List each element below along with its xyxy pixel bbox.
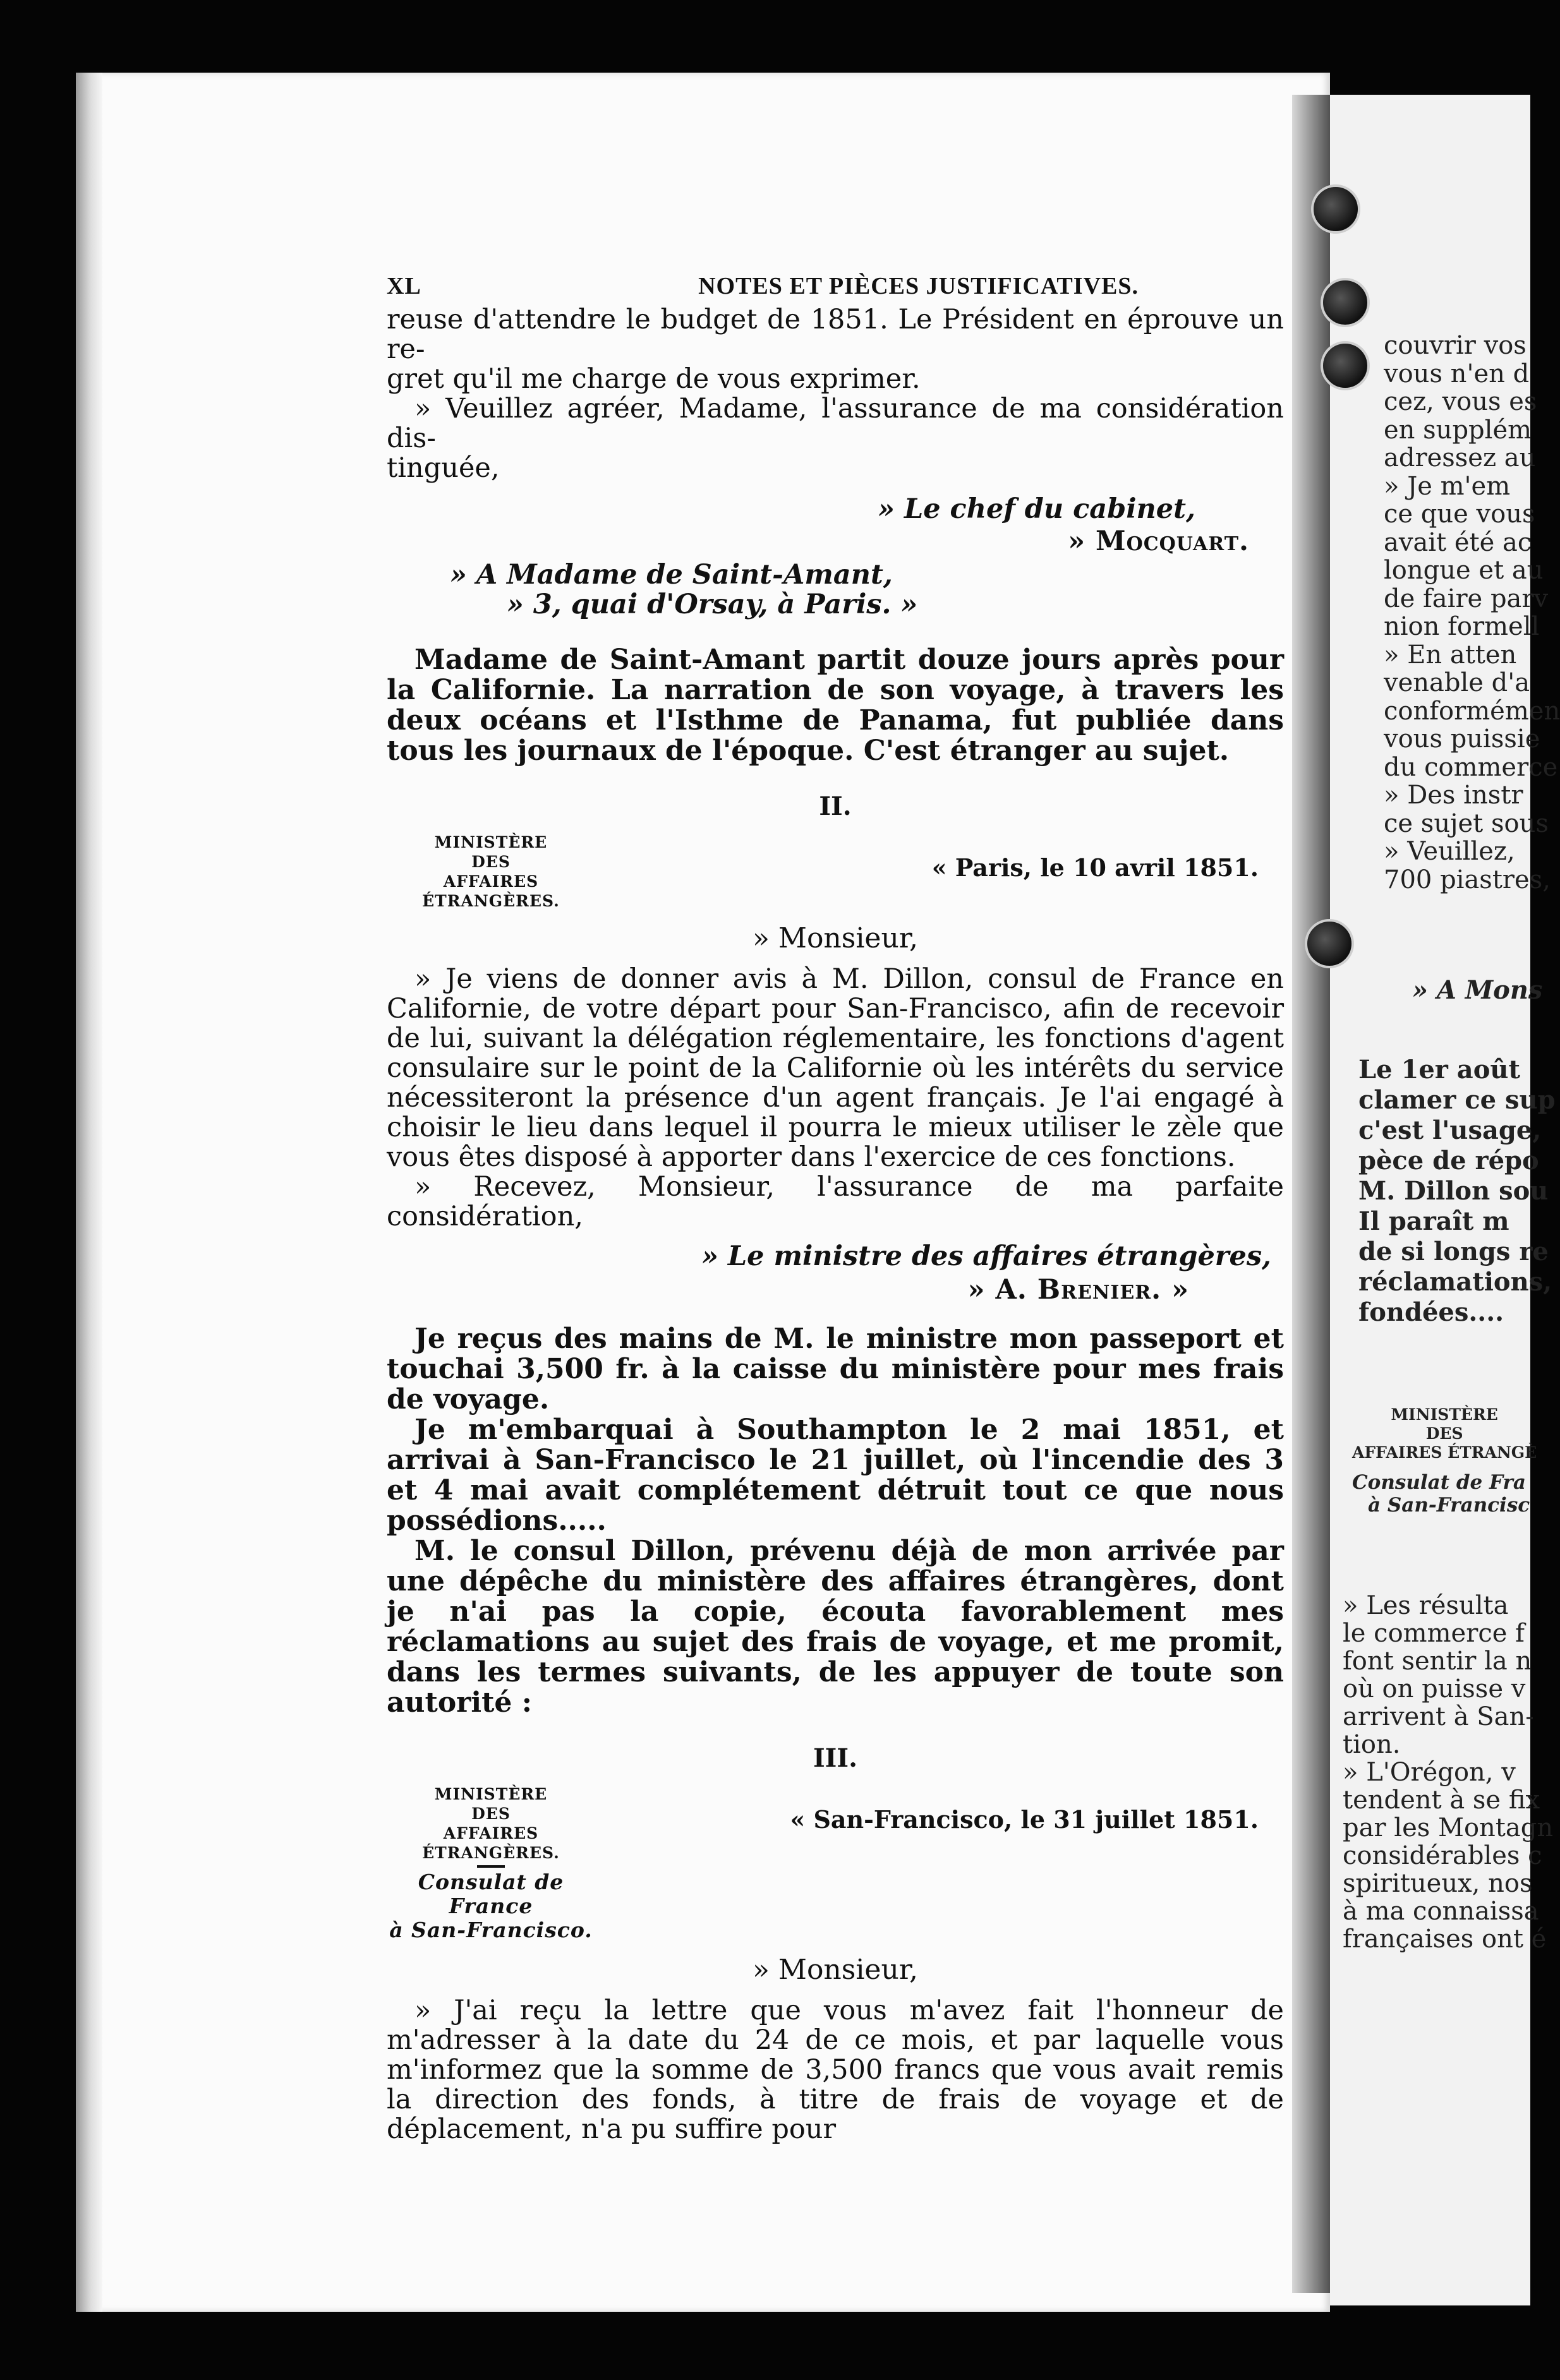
facing-page-address: » A Mons xyxy=(1412,975,1543,1005)
section2-signature-title: » Le ministre des affaires étrangères, xyxy=(701,1241,1271,1272)
fragment-line: pèce de répo xyxy=(1358,1146,1539,1175)
section2-body2: » Recevez, Monsieur, l'assurance de ma parfaite considération, xyxy=(387,1171,1284,1232)
signature1-name: » Mocquart. xyxy=(1068,526,1249,557)
ministry-line: AFFAIRES ÉTRANGÈRES. xyxy=(422,1824,560,1862)
fragment-line: du commerce xyxy=(1384,752,1558,782)
section3-dateline: « San-Francisco, le 31 juillet 1851. xyxy=(790,1805,1259,1834)
section2-dateline: « Paris, le 10 avril 1851. xyxy=(931,853,1259,882)
ministry-line: DES xyxy=(471,1805,511,1823)
fragment-line: » En atten xyxy=(1384,640,1517,670)
facing-page-block2 xyxy=(1358,1055,1556,1328)
fragment-line: » Les résulta xyxy=(1343,1591,1509,1620)
fragment-line: ce que vous xyxy=(1384,500,1535,529)
ministry-line: MINISTÈRE xyxy=(434,1785,548,1803)
top-line-3: » Veuillez agréer, Madame, l'assurance de ma considération dis- xyxy=(387,393,1284,454)
section2-signature-name: » A. Brenier. » xyxy=(967,1274,1189,1306)
fragment-line: en supplém xyxy=(1384,415,1532,445)
fragment-line: conformémen xyxy=(1384,696,1560,726)
fragment-line: longue et au xyxy=(1384,556,1544,585)
ministry-rule xyxy=(477,1865,505,1868)
fragment-line: avait été ac xyxy=(1384,527,1532,557)
fragment-line: Il paraît m xyxy=(1358,1206,1509,1236)
section2-body1: » Je viens de donner avis à M. Dillon, consul de France en Californie, de votre départ pour San-Francisco, afin de recevoir de lui, suivant la délégation réglementaire, les fonctions d'agent consulaire sur le point de la Californie où les intérêts du service nécessiteront la présence d'un agent français. Je l'ai engagé à choisir le lieu dans lequel il pourra le mieux utiliser le zèle que vous êtes disposé à apporter dans l'exercice de ces fonctions. xyxy=(387,963,1284,1173)
page-number: XL xyxy=(387,273,421,299)
fragment-line: DES xyxy=(1425,1424,1463,1443)
fragment-line: cez, vous es xyxy=(1384,387,1537,416)
fragment-line: AFFAIRES ÉTRANGÈ xyxy=(1352,1443,1537,1462)
top-line-1: reuse d'attendre le budget de 1851. Le Président en éprouve un re- xyxy=(387,304,1284,365)
page-title: NOTES ET PIÈCES JUSTIFICATIVES. xyxy=(698,273,1139,299)
binding-hole-3 xyxy=(1321,341,1370,390)
ministry-line: AFFAIRES ÉTRANGÈRES. xyxy=(422,872,560,910)
ministry-line: DES xyxy=(471,853,511,871)
fragment-line: 700 piastres, xyxy=(1384,865,1551,894)
fragment-line: font sentir la n xyxy=(1343,1647,1532,1676)
binding-hole-4 xyxy=(1305,919,1354,968)
fragment-line: de faire parv xyxy=(1384,584,1549,613)
section3-numeral: III. xyxy=(813,1743,858,1773)
fragment-line: où on puisse v xyxy=(1343,1674,1526,1704)
fragment-line: clamer ce sup xyxy=(1358,1085,1556,1115)
section3-salutation: » Monsieur, xyxy=(752,1954,918,1986)
fragment-line: Consulat de Fra xyxy=(1352,1471,1526,1494)
fragment-line: françaises ont é xyxy=(1343,1925,1547,1954)
fragment-line: spiritueux, nos xyxy=(1343,1869,1533,1898)
fragment-line: M. Dillon sou xyxy=(1358,1176,1549,1206)
narrative2-p2: Je m'embarquai à Southampton le 2 mai 1851, et arrivai à San-Francisco le 21 juillet, où l'incendie des 3 et 4 mai avait complétement détruit tout ce que nous possédions..... xyxy=(387,1414,1284,1537)
facing-page-block3 xyxy=(1343,1592,1553,1953)
fragment-line: adressez au xyxy=(1384,443,1536,472)
fragment-line: le commerce f xyxy=(1343,1619,1525,1648)
address1-line1: » A Madame de Saint-Amant, xyxy=(450,559,893,591)
consulat-line: à San-Francisco. xyxy=(389,1918,593,1942)
section2-ministry xyxy=(387,832,595,911)
section2-header xyxy=(387,832,1284,911)
fragment-line: à ma connaissa xyxy=(1343,1897,1539,1926)
fragment-line: vous puissie xyxy=(1384,724,1540,754)
fragment-line: arrivent à San- xyxy=(1343,1702,1534,1731)
fragment-line: réclamations, xyxy=(1358,1267,1552,1297)
fragment-line: vous n'en d xyxy=(1384,359,1530,388)
fragment-line: c'est l'usage, xyxy=(1358,1115,1542,1145)
binding-hole-1 xyxy=(1311,184,1360,234)
main-text-column xyxy=(387,272,1284,2144)
top-line-2: gret qu'il me charge de vous exprimer. xyxy=(387,363,921,395)
fragment-line: tion. xyxy=(1343,1730,1401,1759)
top-line-4: tinguée, xyxy=(387,452,500,484)
section3-header xyxy=(387,1784,1284,1942)
fragment-line: considérables c xyxy=(1343,1841,1542,1870)
section3-body: » J'ai reçu la lettre que vous m'avez fait l'honneur de m'adresser à la date du 24 de ce mois, et par laquelle vous m'informez que la somme de 3,500 francs que vous avait remis la direction des fonds, à titre de frais de voyage et de déplacement, n'a pu suffire pour xyxy=(387,1995,1284,2145)
narrative2-p3: M. le consul Dillon, prévenu déjà de mon arrivée par une dépêche du ministère des affaires étrangères, dont je n'ai pas la copie, écouta favorablement mes réclamations au sujet des frais de voyage, et me promit, dans les termes suivants, de les appuyer de toute son autorité : xyxy=(387,1535,1284,1719)
fragment-line: » Des instr xyxy=(1384,781,1523,810)
fragment-line: couvrir vos xyxy=(1384,331,1527,360)
narrative2-p1: Je reçus des mains de M. le ministre mon passeport et touchai 3,500 fr. à la caisse du ministère pour mes frais de voyage. xyxy=(387,1323,1284,1415)
fragment-line: par les Montagn xyxy=(1343,1813,1554,1842)
fragment-line: ce sujet sous xyxy=(1384,808,1549,838)
consulat-line: Consulat de France xyxy=(418,1870,564,1918)
section3-ministry xyxy=(387,1784,595,1942)
section2-salutation: » Monsieur, xyxy=(752,922,918,954)
fragment-line: MINISTÈRE xyxy=(1391,1405,1498,1424)
fragment-line: » L'Orégon, v xyxy=(1343,1758,1516,1787)
ministry-line: MINISTÈRE xyxy=(434,833,548,851)
fragment-line: fondées.... xyxy=(1358,1297,1504,1327)
narrative1: Madame de Saint-Amant partit douze jours après pour la Californie. La narration de son voyage, à travers les deux océans et l'Isthme de Panama, fut publiée dans tous les journaux de l'époque. C'est étranger au sujet. xyxy=(387,644,1284,767)
fragment-line: de si longs re xyxy=(1358,1237,1549,1266)
fragment-line: nion formell xyxy=(1384,612,1540,641)
fragment-line: » Je m'em xyxy=(1384,471,1511,501)
signature1-title: » Le chef du cabinet, xyxy=(878,493,1195,525)
facing-page-ministry xyxy=(1352,1405,1537,1517)
section2-numeral: II. xyxy=(819,791,852,821)
address1-line2: » 3, quai d'Orsay, à Paris. » xyxy=(507,589,918,620)
fragment-line: Le 1er août xyxy=(1358,1055,1520,1085)
running-head xyxy=(387,272,1284,301)
fragment-line: » Veuillez, xyxy=(1384,837,1515,866)
fragment-line: à San-Francisc xyxy=(1368,1494,1530,1517)
fragment-line: venable d'a xyxy=(1384,668,1530,697)
facing-page-block1 xyxy=(1384,332,1560,894)
fragment-line: tendent à se fix xyxy=(1343,1786,1540,1815)
binding-hole-2 xyxy=(1321,278,1370,327)
